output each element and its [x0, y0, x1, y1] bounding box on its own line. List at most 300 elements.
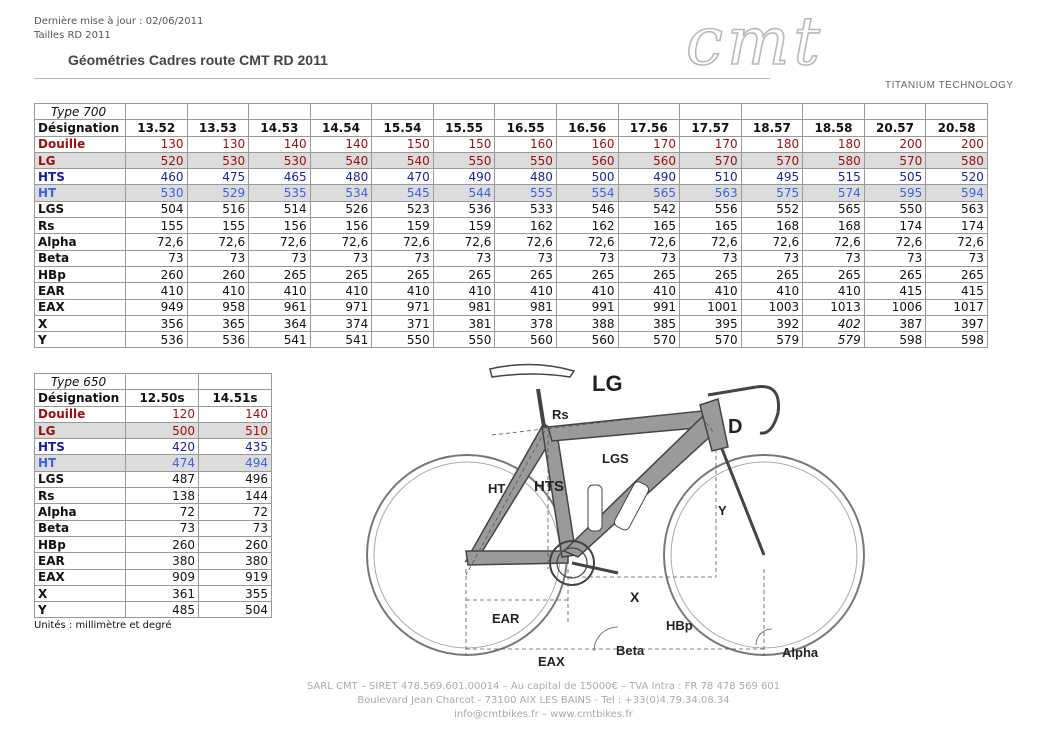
value-cell: 130: [126, 136, 188, 152]
value-cell: 530: [249, 152, 311, 168]
row-label: HTS: [35, 169, 126, 185]
value-cell: 140: [249, 136, 311, 152]
value-cell: 536: [126, 332, 188, 348]
value-cell: 410: [556, 283, 618, 299]
value-cell: 530: [126, 185, 188, 201]
value-cell: 510: [680, 169, 742, 185]
value-cell: 72,6: [618, 234, 680, 250]
value-cell: 919: [199, 569, 272, 585]
label-ear: EAR: [492, 611, 520, 626]
value-cell: 73: [187, 250, 249, 266]
value-cell: 500: [126, 422, 199, 438]
value-cell: 265: [618, 266, 680, 282]
value-cell: 415: [864, 283, 926, 299]
row-label: EAR: [35, 553, 126, 569]
empty-cell: [249, 104, 311, 120]
value-cell: 580: [803, 152, 865, 168]
row-label: Y: [35, 332, 126, 348]
value-cell: 515: [803, 169, 865, 185]
row-label: LGS: [35, 201, 126, 217]
value-cell: 991: [618, 299, 680, 315]
value-cell: 387: [864, 315, 926, 331]
value-cell: 72,6: [680, 234, 742, 250]
value-cell: 170: [618, 136, 680, 152]
value-cell: 490: [433, 169, 495, 185]
size-header: 15.55: [433, 120, 495, 136]
logo-wordmark: cmt: [686, 8, 825, 80]
row-label: LG: [35, 422, 126, 438]
table-row: [35, 520, 272, 536]
value-cell: 159: [372, 218, 434, 234]
row-label: X: [35, 315, 126, 331]
value-cell: 265: [556, 266, 618, 282]
table-row: [35, 136, 988, 152]
value-cell: 162: [556, 218, 618, 234]
geometry-table-700: [34, 103, 988, 348]
value-cell: 520: [926, 169, 988, 185]
size-header: 14.53: [249, 120, 311, 136]
type-row: [35, 104, 988, 120]
size-header: 13.52: [126, 120, 188, 136]
value-cell: 174: [864, 218, 926, 234]
value-cell: 144: [199, 488, 272, 504]
table-row: [35, 250, 988, 266]
value-cell: 73: [556, 250, 618, 266]
empty-cell: [126, 104, 188, 120]
row-label: EAX: [35, 299, 126, 315]
value-cell: 162: [495, 218, 557, 234]
size-header: 20.57: [864, 120, 926, 136]
table-row: [35, 169, 988, 185]
value-cell: 138: [126, 488, 199, 504]
size-header: 17.57: [680, 120, 742, 136]
empty-cell: [495, 104, 557, 120]
value-cell: 565: [803, 201, 865, 217]
value-cell: 526: [310, 201, 372, 217]
empty-cell: [556, 104, 618, 120]
value-cell: 563: [680, 185, 742, 201]
value-cell: 410: [187, 283, 249, 299]
value-cell: 365: [187, 315, 249, 331]
size-header: 15.54: [372, 120, 434, 136]
row-label: LGS: [35, 471, 126, 487]
empty-cell: [126, 374, 199, 390]
value-cell: 536: [187, 332, 249, 348]
value-cell: 165: [618, 218, 680, 234]
value-cell: 168: [803, 218, 865, 234]
value-cell: 536: [433, 201, 495, 217]
value-cell: 265: [803, 266, 865, 282]
value-cell: 395: [680, 315, 742, 331]
value-cell: 504: [199, 602, 272, 618]
value-cell: 529: [187, 185, 249, 201]
value-cell: 560: [556, 332, 618, 348]
row-label: Rs: [35, 218, 126, 234]
value-cell: 380: [126, 553, 199, 569]
type-label: Type 650: [35, 374, 126, 390]
size-header: 17.56: [618, 120, 680, 136]
empty-cell: [926, 104, 988, 120]
table-row: [35, 234, 988, 250]
row-label: Alpha: [35, 504, 126, 520]
label-lg: LG: [592, 371, 623, 396]
table-row: [35, 504, 272, 520]
value-cell: 971: [372, 299, 434, 315]
row-label: HT: [35, 185, 126, 201]
row-label: Y: [35, 602, 126, 618]
value-cell: 535: [249, 185, 311, 201]
empty-cell: [433, 104, 495, 120]
value-cell: 260: [187, 266, 249, 282]
size-header: 16.56: [556, 120, 618, 136]
label-eax: EAX: [538, 654, 565, 669]
value-cell: 574: [803, 185, 865, 201]
value-cell: 73: [741, 250, 803, 266]
value-cell: 1001: [680, 299, 742, 315]
value-cell: 159: [433, 218, 495, 234]
last-update: Dernière mise à jour : 02/06/2011: [34, 16, 204, 27]
size-header: 20.58: [926, 120, 988, 136]
table-row: [35, 283, 988, 299]
value-cell: 265: [433, 266, 495, 282]
table-row: [35, 332, 988, 348]
value-cell: 540: [372, 152, 434, 168]
empty-cell: [372, 104, 434, 120]
table-row: [35, 536, 272, 552]
value-cell: 514: [249, 201, 311, 217]
value-cell: 949: [126, 299, 188, 315]
value-cell: 260: [126, 536, 199, 552]
value-cell: 361: [126, 585, 199, 601]
value-cell: 73: [372, 250, 434, 266]
footer-line-2: Boulevard Jean Charcot - 73100 AIX LES BAINS - Tel : +33(0)4.79.34.08.34: [357, 695, 730, 706]
units-note: Unités : millimètre et degré: [34, 620, 172, 631]
value-cell: 544: [433, 185, 495, 201]
value-cell: 570: [864, 152, 926, 168]
size-header: 14.51s: [199, 390, 272, 406]
value-cell: 540: [310, 152, 372, 168]
empty-cell: [199, 374, 272, 390]
value-cell: 72,6: [864, 234, 926, 250]
value-cell: 355: [199, 585, 272, 601]
table-row: [35, 553, 272, 569]
empty-cell: [187, 104, 249, 120]
value-cell: 378: [495, 315, 557, 331]
value-cell: 541: [249, 332, 311, 348]
value-cell: 598: [926, 332, 988, 348]
value-cell: 546: [556, 201, 618, 217]
value-cell: 265: [926, 266, 988, 282]
table-row: [35, 406, 272, 422]
value-cell: 72,6: [187, 234, 249, 250]
empty-cell: [680, 104, 742, 120]
table-row: [35, 439, 272, 455]
table-row: [35, 488, 272, 504]
footer-line-3: info@cmtbikes.fr – www.cmtbikes.fr: [454, 709, 633, 720]
value-cell: 73: [126, 520, 199, 536]
value-cell: 160: [556, 136, 618, 152]
row-label: Rs: [35, 488, 126, 504]
empty-cell: [803, 104, 865, 120]
value-cell: 72,6: [495, 234, 557, 250]
value-cell: 958: [187, 299, 249, 315]
value-cell: 371: [372, 315, 434, 331]
value-cell: 505: [864, 169, 926, 185]
table-row: [35, 315, 988, 331]
empty-cell: [741, 104, 803, 120]
table-row: [35, 201, 988, 217]
geometry-table-650: [34, 373, 272, 618]
value-cell: 563: [926, 201, 988, 217]
value-cell: 72,6: [249, 234, 311, 250]
value-cell: 520: [126, 152, 188, 168]
row-label: LG: [35, 152, 126, 168]
table-row: [35, 299, 988, 315]
value-cell: 475: [187, 169, 249, 185]
row-label: HTS: [35, 439, 126, 455]
value-cell: 140: [310, 136, 372, 152]
value-cell: 1003: [741, 299, 803, 315]
value-cell: 550: [372, 332, 434, 348]
value-cell: 579: [741, 332, 803, 348]
value-cell: 570: [680, 332, 742, 348]
value-cell: 580: [926, 152, 988, 168]
value-cell: 555: [495, 185, 557, 201]
value-cell: 73: [495, 250, 557, 266]
size-header: 14.54: [310, 120, 372, 136]
empty-cell: [618, 104, 680, 120]
value-cell: 385: [618, 315, 680, 331]
value-cell: 550: [864, 201, 926, 217]
table-row: [35, 455, 272, 471]
page-title: Géométries Cadres route CMT RD 2011: [68, 52, 328, 68]
value-cell: 72: [126, 504, 199, 520]
value-cell: 550: [495, 152, 557, 168]
value-cell: 490: [618, 169, 680, 185]
value-cell: 485: [126, 602, 199, 618]
value-cell: 155: [187, 218, 249, 234]
value-cell: 364: [249, 315, 311, 331]
value-cell: 474: [126, 455, 199, 471]
value-cell: 435: [199, 439, 272, 455]
value-cell: 542: [618, 201, 680, 217]
value-cell: 530: [187, 152, 249, 168]
value-cell: 388: [556, 315, 618, 331]
empty-cell: [864, 104, 926, 120]
beta-arc: [594, 627, 618, 651]
value-cell: 381: [433, 315, 495, 331]
value-cell: 72,6: [741, 234, 803, 250]
value-cell: 460: [126, 169, 188, 185]
value-cell: 480: [495, 169, 557, 185]
table-row: [35, 266, 988, 282]
designation-header: Désignation: [35, 120, 126, 136]
row-label: Beta: [35, 520, 126, 536]
value-cell: 991: [556, 299, 618, 315]
value-cell: 155: [126, 218, 188, 234]
table-row: [35, 185, 988, 201]
value-cell: 1013: [803, 299, 865, 315]
value-cell: 356: [126, 315, 188, 331]
value-cell: 495: [741, 169, 803, 185]
value-cell: 579: [803, 332, 865, 348]
value-cell: 392: [741, 315, 803, 331]
value-cell: 410: [495, 283, 557, 299]
value-cell: 140: [199, 406, 272, 422]
header-row: [35, 390, 272, 406]
value-cell: 150: [372, 136, 434, 152]
size-header: 18.58: [803, 120, 865, 136]
row-label: Douille: [35, 406, 126, 422]
value-cell: 180: [803, 136, 865, 152]
value-cell: 73: [618, 250, 680, 266]
value-cell: 72,6: [803, 234, 865, 250]
value-cell: 265: [864, 266, 926, 282]
sizes-subtitle: Tailles RD 2011: [34, 30, 111, 41]
label-x: X: [630, 589, 640, 605]
value-cell: 541: [310, 332, 372, 348]
empty-cell: [310, 104, 372, 120]
value-cell: 130: [187, 136, 249, 152]
frame: [466, 364, 779, 585]
value-cell: 570: [741, 152, 803, 168]
value-cell: 595: [864, 185, 926, 201]
row-label: HT: [35, 455, 126, 471]
label-hbp: HBp: [666, 618, 693, 633]
label-d: D: [728, 416, 743, 438]
label-y: Y: [718, 503, 727, 518]
value-cell: 156: [249, 218, 311, 234]
value-cell: 523: [372, 201, 434, 217]
value-cell: 410: [741, 283, 803, 299]
size-header: 18.57: [741, 120, 803, 136]
value-cell: 73: [926, 250, 988, 266]
value-cell: 410: [618, 283, 680, 299]
value-cell: 560: [495, 332, 557, 348]
label-beta: Beta: [616, 643, 645, 658]
size-header: 12.50s: [126, 390, 199, 406]
value-cell: 380: [199, 553, 272, 569]
value-cell: 510: [199, 422, 272, 438]
value-cell: 72,6: [926, 234, 988, 250]
value-cell: 374: [310, 315, 372, 331]
row-label: X: [35, 585, 126, 601]
value-cell: 971: [310, 299, 372, 315]
value-cell: 1017: [926, 299, 988, 315]
type-label: Type 700: [35, 104, 126, 120]
row-label: Alpha: [35, 234, 126, 250]
value-cell: 73: [433, 250, 495, 266]
value-cell: 73: [803, 250, 865, 266]
value-cell: 470: [372, 169, 434, 185]
value-cell: 120: [126, 406, 199, 422]
value-cell: 410: [310, 283, 372, 299]
value-cell: 200: [864, 136, 926, 152]
value-cell: 487: [126, 471, 199, 487]
value-cell: 265: [249, 266, 311, 282]
value-cell: 494: [199, 455, 272, 471]
value-cell: 165: [680, 218, 742, 234]
value-cell: 961: [249, 299, 311, 315]
row-label: Douille: [35, 136, 126, 152]
value-cell: 72: [199, 504, 272, 520]
header-row: [35, 120, 988, 136]
value-cell: 260: [126, 266, 188, 282]
value-cell: 516: [187, 201, 249, 217]
value-cell: 1006: [864, 299, 926, 315]
value-cell: 402: [803, 315, 865, 331]
type-row: [35, 374, 272, 390]
value-cell: 560: [618, 152, 680, 168]
value-cell: 265: [310, 266, 372, 282]
designation-header: Désignation: [35, 390, 126, 406]
table-row: [35, 152, 988, 168]
value-cell: 420: [126, 439, 199, 455]
value-cell: 410: [126, 283, 188, 299]
value-cell: 265: [680, 266, 742, 282]
value-cell: 545: [372, 185, 434, 201]
value-cell: 480: [310, 169, 372, 185]
value-cell: 180: [741, 136, 803, 152]
value-cell: 556: [680, 201, 742, 217]
value-cell: 410: [249, 283, 311, 299]
value-cell: 533: [495, 201, 557, 217]
value-cell: 550: [433, 332, 495, 348]
value-cell: 410: [372, 283, 434, 299]
value-cell: 554: [556, 185, 618, 201]
row-label: Beta: [35, 250, 126, 266]
value-cell: 73: [310, 250, 372, 266]
table-row: [35, 422, 272, 438]
label-lgs: LGS: [602, 451, 629, 466]
value-cell: 73: [680, 250, 742, 266]
value-cell: 598: [864, 332, 926, 348]
value-cell: 397: [926, 315, 988, 331]
value-cell: 156: [310, 218, 372, 234]
value-cell: 565: [618, 185, 680, 201]
label-hts: HTS: [534, 478, 564, 495]
row-label: HBp: [35, 266, 126, 282]
value-cell: 550: [433, 152, 495, 168]
value-cell: 575: [741, 185, 803, 201]
label-ht: HT: [488, 481, 506, 496]
bike-geometry-diagram: [362, 355, 872, 675]
size-header: 16.55: [495, 120, 557, 136]
value-cell: 504: [126, 201, 188, 217]
logo-tagline: TITANIUM TECHNOLOGY: [885, 80, 1014, 88]
size-header: 13.53: [187, 120, 249, 136]
value-cell: 981: [433, 299, 495, 315]
value-cell: 265: [372, 266, 434, 282]
value-cell: 72,6: [556, 234, 618, 250]
title-divider: [34, 78, 770, 79]
table-row: [35, 585, 272, 601]
value-cell: 265: [495, 266, 557, 282]
value-cell: 496: [199, 471, 272, 487]
row-label: HBp: [35, 536, 126, 552]
value-cell: 415: [926, 283, 988, 299]
value-cell: 265: [741, 266, 803, 282]
value-cell: 168: [741, 218, 803, 234]
cmt-logo: [680, 8, 1030, 88]
value-cell: 410: [803, 283, 865, 299]
value-cell: 410: [433, 283, 495, 299]
value-cell: 72,6: [433, 234, 495, 250]
value-cell: 73: [249, 250, 311, 266]
table-row: [35, 569, 272, 585]
value-cell: 72,6: [372, 234, 434, 250]
table-row: [35, 602, 272, 618]
